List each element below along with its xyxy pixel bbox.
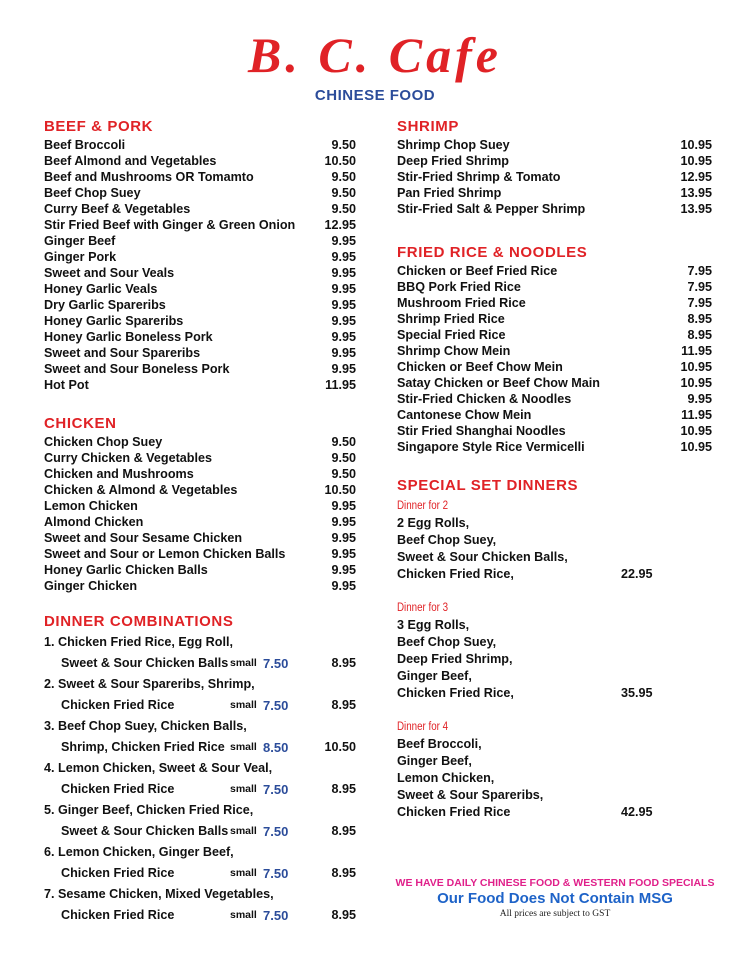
set-dinner-price: 22.95 [621, 567, 653, 581]
menu-item-name: Satay Chicken or Beef Chow Main [397, 376, 600, 390]
menu-item [44, 153, 356, 169]
menu-item-price: 12.95 [324, 218, 356, 232]
set-dinner-line-text: Chicken Fried Rice, [397, 567, 514, 581]
menu-item [44, 546, 356, 562]
combo-item [44, 716, 356, 758]
small-label: small [230, 657, 257, 669]
menu-item-price: 9.50 [331, 451, 356, 465]
menu-item-name: Deep Fried Shrimp [397, 154, 509, 168]
menu-item-price: 9.95 [331, 282, 356, 296]
menu-item [397, 391, 712, 407]
set-dinner-line-text: Chicken Fried Rice, [397, 686, 514, 700]
set-dinner-line [397, 532, 712, 549]
set-dinner-line-text: Beef Broccoli, [397, 737, 482, 751]
menu-item-price: 7.95 [687, 264, 712, 278]
combo-line-2 [44, 905, 356, 926]
menu-item [397, 185, 712, 201]
menu-item [44, 514, 356, 530]
set-dinner [397, 719, 712, 821]
menu-item-price: 9.50 [331, 467, 356, 481]
combo-line-2-text: Shrimp, Chicken Fried Rice [61, 740, 225, 754]
menu-item-name: Sweet and Sour Spareribs [44, 346, 201, 360]
menu-item-price: 9.95 [331, 266, 356, 280]
menu-item-price: 10.95 [680, 138, 712, 152]
menu-list [397, 137, 712, 217]
menu-item-price: 9.95 [331, 579, 356, 593]
menu-item-price: 10.95 [680, 440, 712, 454]
menu-item [44, 185, 356, 201]
combo-line-2 [44, 863, 356, 884]
menu-item-price: 9.95 [331, 330, 356, 344]
combo-line-2-text: Sweet & Sour Chicken Balls [61, 656, 229, 670]
combo-price: 10.50 [324, 740, 356, 754]
menu-item-name: Ginger Chicken [44, 579, 138, 593]
small-label: small [230, 909, 257, 921]
small-price: 7.50 [263, 908, 289, 923]
menu-item-price: 10.95 [680, 424, 712, 438]
menu-item-name: Chicken or Beef Chow Mein [397, 360, 563, 374]
menu-item-price: 11.95 [681, 344, 712, 358]
set-dinner-label: Dinner for 3 [397, 602, 449, 614]
combo-item [44, 842, 356, 884]
combo-line-2 [44, 737, 356, 758]
menu-item-name: Almond Chicken [44, 515, 144, 529]
menu-item [397, 343, 712, 359]
menu-item-name: Beef Chop Suey [44, 186, 141, 200]
menu-item-name: Stir Fried Beef with Ginger & Green Onion [44, 218, 296, 232]
menu-item-price: 13.95 [680, 186, 712, 200]
set-dinner-line [397, 634, 712, 651]
combo-line-2 [44, 695, 356, 716]
menu-item [44, 466, 356, 482]
menu-item-price: 10.95 [680, 154, 712, 168]
combo-line-2-text: Chicken Fried Rice [61, 908, 175, 922]
restaurant-title: B. C. Cafe [248, 27, 502, 83]
menu-item [44, 265, 356, 281]
set-dinner-price: 42.95 [621, 805, 653, 819]
menu-item [44, 482, 356, 498]
menu-item-price: 9.95 [331, 499, 356, 513]
menu-item [44, 217, 356, 233]
set-dinner-line-text: Beef Chop Suey, [397, 635, 497, 649]
set-dinner-line-text: Sweet & Sour Chicken Balls, [397, 550, 568, 564]
small-price: 8.50 [263, 740, 289, 755]
menu-item-price: 9.95 [331, 563, 356, 577]
combo-price: 8.95 [331, 866, 356, 880]
menu-item [397, 295, 712, 311]
combo-item [44, 800, 356, 842]
menu-item [44, 201, 356, 217]
section-heading: SPECIAL SET DINNERS [397, 477, 579, 494]
small-label: small [230, 825, 257, 837]
menu-item-price: 9.95 [331, 314, 356, 328]
menu-item [44, 434, 356, 450]
menu-item-price: 10.50 [324, 154, 356, 168]
menu-item-name: Ginger Beef [44, 234, 116, 248]
combo-item [44, 632, 356, 674]
small-price: 7.50 [263, 698, 289, 713]
menu-item-name: Ginger Pork [44, 250, 117, 264]
menu-item-price: 7.95 [687, 280, 712, 294]
menu-item [44, 297, 356, 313]
set-dinner-line-text: Ginger Beef, [397, 754, 472, 768]
menu-item-price: 10.50 [324, 483, 356, 497]
set-dinner-price: 35.95 [621, 686, 653, 700]
menu-item-name: Sweet and Sour Sesame Chicken [44, 531, 243, 545]
menu-item [397, 311, 712, 327]
set-dinner-line-text: Ginger Beef, [397, 669, 472, 683]
combo-line-2 [44, 653, 356, 674]
menu-item-price: 9.95 [331, 547, 356, 561]
menu-item [44, 562, 356, 578]
menu-item-price: 11.95 [681, 408, 712, 422]
menu-item [44, 169, 356, 185]
menu-item-name: Beef Broccoli [44, 138, 126, 152]
menu-item-name: Singapore Style Rice Vermicelli [397, 440, 585, 454]
menu-item-price: 9.95 [331, 250, 356, 264]
section-heading: FRIED RICE & NOODLES [397, 244, 588, 261]
menu-item-price: 11.95 [325, 378, 356, 392]
small-label: small [230, 741, 257, 753]
set-dinner-line [397, 549, 712, 566]
menu-item [44, 450, 356, 466]
small-label: small [230, 699, 257, 711]
menu-item-name: Shrimp Chow Mein [397, 344, 511, 358]
combo-line-2-text: Chicken Fried Rice [61, 698, 175, 712]
set-dinner [397, 600, 712, 702]
set-dinner-line-text: Deep Fried Shrimp, [397, 652, 513, 666]
set-dinner-line [397, 770, 712, 787]
menu-item-name: Mushroom Fried Rice [397, 296, 526, 310]
section-heading: DINNER COMBINATIONS [44, 613, 234, 630]
section-heading: SHRIMP [397, 118, 459, 135]
menu-item-price: 9.95 [331, 362, 356, 376]
menu-item-price: 9.50 [331, 186, 356, 200]
menu-list [44, 137, 356, 393]
gst-notice: All prices are subject to GST [499, 909, 611, 919]
combo-item [44, 674, 356, 716]
combo-line-2-text: Chicken Fried Rice [61, 782, 175, 796]
menu-item-price: 8.95 [687, 312, 712, 326]
shrimp-section [397, 117, 712, 217]
menu-item-name: Chicken Chop Suey [44, 435, 163, 449]
menu-item-name: Chicken and Mushrooms [44, 467, 194, 481]
menu-item-name: Honey Garlic Chicken Balls [44, 563, 208, 577]
combo-line-1: 7. Sesame Chicken, Mixed Vegetables, [44, 887, 274, 901]
dinner-combinations-section [44, 612, 356, 926]
small-price: 7.50 [263, 866, 289, 881]
menu-item-name: Special Fried Rice [397, 328, 506, 342]
menu-item-price: 13.95 [680, 202, 712, 216]
beef-pork-section [44, 117, 356, 393]
menu-item-price: 7.95 [687, 296, 712, 310]
menu-item-name: Shrimp Chop Suey [397, 138, 510, 152]
menu-item [44, 361, 356, 377]
set-dinner-line-text: 3 Egg Rolls, [397, 618, 470, 632]
small-price: 7.50 [263, 782, 289, 797]
menu-item-name: Chicken or Beef Fried Rice [397, 264, 558, 278]
menu-item-price: 9.50 [331, 170, 356, 184]
set-dinner-line [397, 685, 712, 702]
menu-item-name: Hot Pot [44, 378, 89, 392]
menu-item-price: 9.95 [331, 515, 356, 529]
menu-item-price: 9.95 [331, 346, 356, 360]
menu-item-name: Beef and Mushrooms OR Tomamto [44, 170, 254, 184]
combo-line-1: 5. Ginger Beef, Chicken Fried Rice, [44, 803, 254, 817]
menu-list [397, 263, 712, 455]
small-price: 7.50 [263, 824, 289, 839]
chicken-section [44, 414, 356, 594]
menu-item-name: Pan Fried Shrimp [397, 186, 502, 200]
combo-line-1: 3. Beef Chop Suey, Chicken Balls, [44, 719, 247, 733]
special-set-dinners-section [397, 476, 712, 821]
menu-item-name: Curry Beef & Vegetables [44, 202, 191, 216]
combo-line-1: 1. Chicken Fried Rice, Egg Roll, [44, 635, 233, 649]
set-dinner-label: Dinner for 4 [397, 721, 449, 733]
set-dinner-line-text: Chicken Fried Rice [397, 805, 511, 819]
set-dinner-label: Dinner for 2 [397, 500, 449, 512]
set-dinner-line [397, 787, 712, 804]
no-msg-notice: Our Food Does Not Contain MSG [437, 890, 673, 907]
menu-item-name: Curry Chicken & Vegetables [44, 451, 212, 465]
set-dinner-line [397, 566, 712, 583]
menu-item-name: Shrimp Fried Rice [397, 312, 505, 326]
set-dinner-line [397, 617, 712, 634]
menu-item [397, 153, 712, 169]
menu-item [44, 233, 356, 249]
menu-item-price: 9.50 [331, 202, 356, 216]
combo-line-2 [44, 779, 356, 800]
menu-item [397, 169, 712, 185]
combo-line-2-text: Chicken Fried Rice [61, 866, 175, 880]
small-price: 7.50 [263, 656, 289, 671]
menu-item-name: Stir Fried Shanghai Noodles [397, 424, 566, 438]
combo-line-1: 2. Sweet & Sour Spareribs, Shrimp, [44, 677, 255, 691]
menu-item-name: BBQ Pork Fried Rice [397, 280, 521, 294]
menu-item [397, 201, 712, 217]
menu-item-price: 10.95 [680, 360, 712, 374]
menu-item-name: Stir-Fried Shrimp & Tomato [397, 170, 561, 184]
daily-specials-notice: WE HAVE DAILY CHINESE FOOD & WESTERN FOOD SPECIALS [395, 877, 715, 889]
menu-item-price: 12.95 [680, 170, 712, 184]
menu-list [44, 434, 356, 594]
menu-item-name: Sweet and Sour Boneless Pork [44, 362, 230, 376]
menu-item [397, 327, 712, 343]
menu-item-name: Honey Garlic Veals [44, 282, 158, 296]
set-dinner-line [397, 515, 712, 532]
set-dinner [397, 498, 712, 583]
cuisine-subtitle: CHINESE FOOD [314, 87, 436, 104]
menu-item [44, 578, 356, 594]
combo-price: 8.95 [331, 782, 356, 796]
menu-item-price: 9.95 [331, 234, 356, 248]
menu-item-name: Honey Garlic Spareribs [44, 314, 184, 328]
menu-item [397, 423, 712, 439]
combo-line-2-text: Sweet & Sour Chicken Balls [61, 824, 229, 838]
fried-rice-noodles-section [397, 243, 712, 455]
menu-item-name: Sweet and Sour Veals [44, 266, 175, 280]
set-dinner-line [397, 651, 712, 668]
combo-price: 8.95 [331, 698, 356, 712]
menu-item-name: Stir-Fried Salt & Pepper Shrimp [397, 202, 586, 216]
menu-item [397, 137, 712, 153]
menu-item-name: Dry Garlic Spareribs [44, 298, 166, 312]
set-dinner-list [397, 498, 712, 821]
menu-item [397, 439, 712, 455]
small-label: small [230, 783, 257, 795]
set-dinner-line [397, 736, 712, 753]
combo-line-1: 6. Lemon Chicken, Ginger Beef, [44, 845, 234, 859]
set-dinner-line [397, 753, 712, 770]
menu-item-price: 9.95 [331, 298, 356, 312]
set-dinner-line [397, 668, 712, 685]
menu-item [44, 137, 356, 153]
menu-item-price: 9.50 [331, 138, 356, 152]
section-heading: CHICKEN [44, 415, 117, 432]
section-heading: BEEF & PORK [44, 118, 154, 135]
menu-item-name: Cantonese Chow Mein [397, 408, 532, 422]
menu-item-price: 9.95 [331, 531, 356, 545]
menu-item [44, 329, 356, 345]
set-dinner-line-text: Beef Chop Suey, [397, 533, 497, 547]
combo-line-2 [44, 821, 356, 842]
menu-item [397, 279, 712, 295]
menu-item [44, 313, 356, 329]
combo-price: 8.95 [331, 824, 356, 838]
menu-item-price: 9.50 [331, 435, 356, 449]
menu-item [44, 249, 356, 265]
set-dinner-line-text: 2 Egg Rolls, [397, 516, 470, 530]
menu-item [44, 530, 356, 546]
menu-list [44, 632, 356, 926]
menu-item-name: Stir-Fried Chicken & Noodles [397, 392, 572, 406]
menu-item-name: Honey Garlic Boneless Pork [44, 330, 213, 344]
menu-item-price: 10.95 [680, 376, 712, 390]
menu-item [397, 375, 712, 391]
combo-line-1: 4. Lemon Chicken, Sweet & Sour Veal, [44, 761, 273, 775]
set-dinner-line [397, 804, 712, 821]
menu-item [44, 377, 356, 393]
menu-item [44, 345, 356, 361]
combo-price: 8.95 [331, 908, 356, 922]
set-dinner-line-text: Lemon Chicken, [397, 771, 495, 785]
menu-item [44, 281, 356, 297]
menu-item-price: 8.95 [687, 328, 712, 342]
menu-item [397, 359, 712, 375]
menu-item [44, 498, 356, 514]
menu-item-name: Sweet and Sour or Lemon Chicken Balls [44, 547, 286, 561]
menu-item-price: 9.95 [687, 392, 712, 406]
menu-item-name: Beef Almond and Vegetables [44, 154, 217, 168]
combo-item [44, 758, 356, 800]
small-label: small [230, 867, 257, 879]
set-dinner-line-text: Sweet & Sour Spareribs, [397, 788, 544, 802]
menu-item [397, 263, 712, 279]
menu-item-name: Chicken & Almond & Vegetables [44, 483, 238, 497]
menu-item [397, 407, 712, 423]
combo-item [44, 884, 356, 926]
menu-item-name: Lemon Chicken [44, 499, 138, 513]
combo-price: 8.95 [331, 656, 356, 670]
